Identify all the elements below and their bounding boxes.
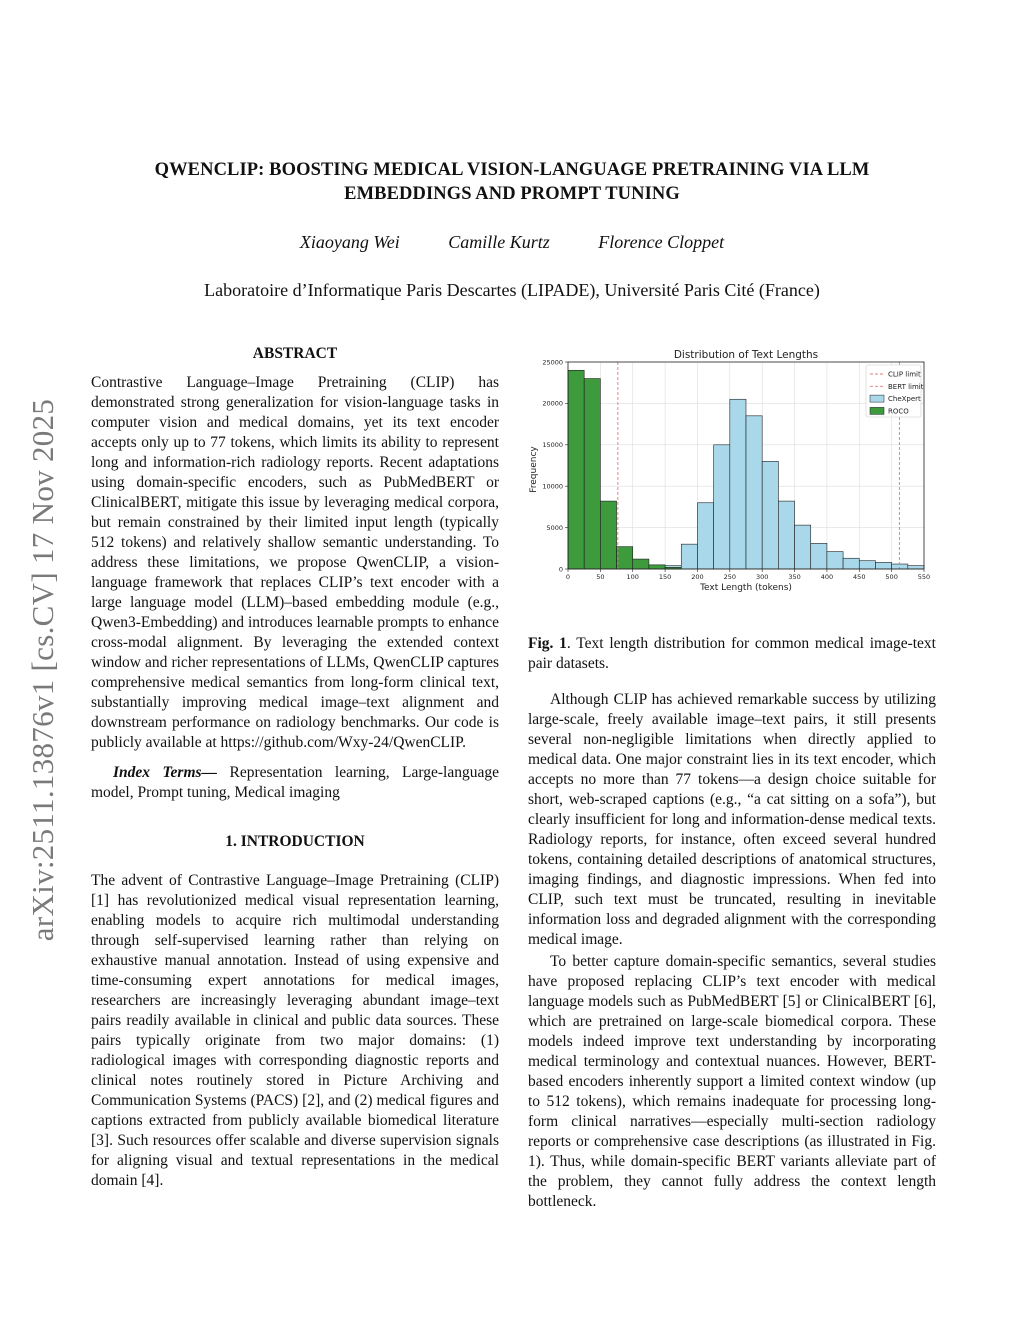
paper-title [80, 158, 944, 206]
chexpert-bar [875, 562, 891, 569]
chexpert-bar [795, 525, 811, 569]
x-tick-label: 250 [723, 573, 737, 581]
chart-legend [866, 365, 924, 417]
y-tick-label: 20000 [542, 399, 563, 408]
chexpert-bar [811, 543, 827, 569]
legend-patch-swatch [870, 407, 884, 414]
chexpert-bar [762, 461, 778, 569]
x-tick-label: 50 [596, 573, 605, 581]
chexpert-bar [730, 399, 746, 569]
chart-xlabel: Text Length (tokens) [700, 583, 792, 593]
text-length-chart [526, 343, 938, 598]
index-terms [91, 763, 499, 803]
abstract-text: Contrastive Language–Image Pretraining (CLIP) has demonstrated strong generalization for vision-language tasks in computer vision and medical domains, yet its text encoder accepts only up to 77 tokens, which limits its ability to represent long and information-rich radiology reports. Recent adaptations using domain-specific encoders, such as PubMedBERT or ClinicalBERT, mitigate this issue by leveraging medical corpora, but remain constrained by their limited input length (typically 512 tokens) and relatively shallow semantic understanding. To address these limitations, we propose QwenCLIP, a vision-language framework that replaces CLIP’s text encoder with a large language model (LLM)–based embedding module (e.g., Qwen3-Embedding) and introduces learnable prompts to enhance cross-modal alignment. By leveraging the extended context window and richer representations of LLMs, QwenCLIP captures comprehensive medical semantics from long-form clinical text, substantially improving medical image–text alignment and downstream performance on radiology benchmarks. Our code is publicly available at https://github.com/Wxy-24/QwenCLIP. [91, 374, 499, 751]
figure-1 [526, 343, 938, 598]
abstract-heading: ABSTRACT [252, 345, 338, 362]
x-tick-label: 350 [788, 573, 801, 581]
legend-label: BERT limit [888, 382, 924, 391]
chexpert-bar [681, 544, 697, 569]
x-tick-label: 100 [626, 573, 639, 581]
roco-bar [600, 501, 616, 569]
roco-bar [617, 547, 633, 569]
chexpert-bar [908, 566, 924, 569]
affiliation: Laboratoire d’Informatique Paris Descartes (LIPADE), Université Paris Cité (France) [204, 280, 820, 300]
figure-caption-text: . Text length distribution for common medical image-text pair datasets. [528, 635, 936, 672]
chexpert-bar [714, 445, 730, 569]
figure-caption [528, 634, 936, 674]
right-paragraph-2: To better capture domain-specific semantics, several studies have proposed replacing CLIP’s text encoder with medical language models such as PubMedBERT [5] or ClinicalBERT [6], which are pretrained on large-scale biomedical corpora. These models indeed improve text understanding by incorporating medical terminology and contextual nuances. However, BERT-based encoders inherently support a limited context window (up to 512 tokens), which remains inadequate for processing long-form clinical narratives—especially multi-section radiology reports or comprehensive case descriptions (as illustrated in Fig. 1). Thus, while domain-specific BERT variants alleviate part of the problem, they cannot fully address the context length bottleneck. [528, 953, 936, 1210]
x-tick-label: 0 [565, 573, 571, 581]
x-tick-label: 550 [917, 573, 931, 581]
x-tick-label: 200 [691, 573, 704, 581]
y-tick-label: 10000 [542, 482, 563, 491]
roco-bar [568, 370, 584, 569]
intro-paragraph-1: The advent of Contrastive Language–Image Pretraining (CLIP) [1] has revolutionized medical visual representation learning, enabling models to acquire rich multimodal understanding through self-supervised learning rather than relying on exhaustive manual annotation. Instead of using expensive and time-consuming expert annotations for medical images, researchers are increasingly leveraging abundant image–text pairs readily available in clinical and public data sources. These pairs typically originate from two major domains: (1) radiological images with corresponding diagnostic reports and clinical notes routinely stored in Picture Archiving and Communication Systems (PACS) [2], and (2) medical figures and captions extracted from publicly available biomedical literature [3]. Such resources offer scalable and diverse supervision signals for aligning visual and textual representations in the medical domain [4]. [91, 872, 499, 1189]
roco-bar [649, 565, 665, 569]
chart-ylabel: Frequency [529, 446, 539, 493]
arxiv-stamp: arXiv:2511.13876v1 [cs.CV] 17 Nov 2025 [25, 398, 60, 942]
legend-patch-swatch [870, 395, 884, 402]
y-tick-label: 25000 [542, 358, 563, 367]
chexpert-bar [827, 552, 843, 569]
title-line-2: EMBEDDINGS AND PROMPT TUNING [344, 184, 680, 204]
chexpert-bar [778, 501, 794, 569]
right-paragraph-1: Although CLIP has achieved remarkable success by utilizing large-scale, freely available image–text pairs, it still presents several non-negligible limitations when directly applied to medical data. One major constraint lies in its text encoder, which accepts no more than 77 tokens—a design choice suitable for short, web-scraped captions (e.g., “a cat sitting on a sofa”), but clearly insufficient for long and information-dense medical texts. Radiology reports, for instance, often exceed several hundred tokens, containing detailed descriptions of anatomical structures, imaging findings, and diagnostic impressions. When fed into CLIP, such text must be truncated, resulting in inevitable information loss and degraded alignment with the corresponding medical image. [528, 691, 936, 948]
x-tick-label: 400 [820, 573, 834, 581]
legend-label: ROCO [888, 407, 909, 416]
x-tick-label: 450 [853, 573, 866, 581]
author-3: Florence Cloppet [598, 232, 725, 252]
index-terms-text: Representation learning, Large-language model, Prompt tuning, Medical imaging [91, 764, 499, 801]
right-column [528, 690, 936, 1212]
chexpert-bar [746, 416, 762, 569]
legend-label: CheXpert [888, 395, 921, 404]
title-line-1: QWENCLIP: BOOSTING MEDICAL VISION-LANGUAGE PRETRAINING VIA LLM [154, 160, 870, 180]
y-tick-label: 15000 [542, 441, 563, 450]
index-terms-label: Index Terms— [113, 764, 218, 781]
chexpert-bar [843, 558, 859, 569]
chart-title: Distribution of Text Lengths [673, 349, 819, 361]
chexpert-bar [697, 503, 713, 569]
author-2: Camille Kurtz [448, 232, 550, 252]
figure-caption-label: Fig. 1 [528, 635, 567, 652]
roco-bar [633, 559, 649, 569]
chexpert-bar [859, 561, 875, 569]
author-1: Xiaoyang Wei [299, 232, 400, 252]
y-tick-label: 0 [558, 565, 563, 574]
x-tick-label: 300 [755, 573, 769, 581]
intro-heading: 1. INTRODUCTION [225, 833, 365, 850]
legend-label: CLIP limit [888, 370, 921, 379]
roco-bar [584, 379, 600, 569]
x-tick-label: 500 [885, 573, 898, 581]
y-tick-label: 5000 [546, 523, 563, 532]
author-list [0, 232, 1024, 253]
x-tick-label: 150 [658, 573, 672, 581]
left-column [91, 345, 499, 1191]
